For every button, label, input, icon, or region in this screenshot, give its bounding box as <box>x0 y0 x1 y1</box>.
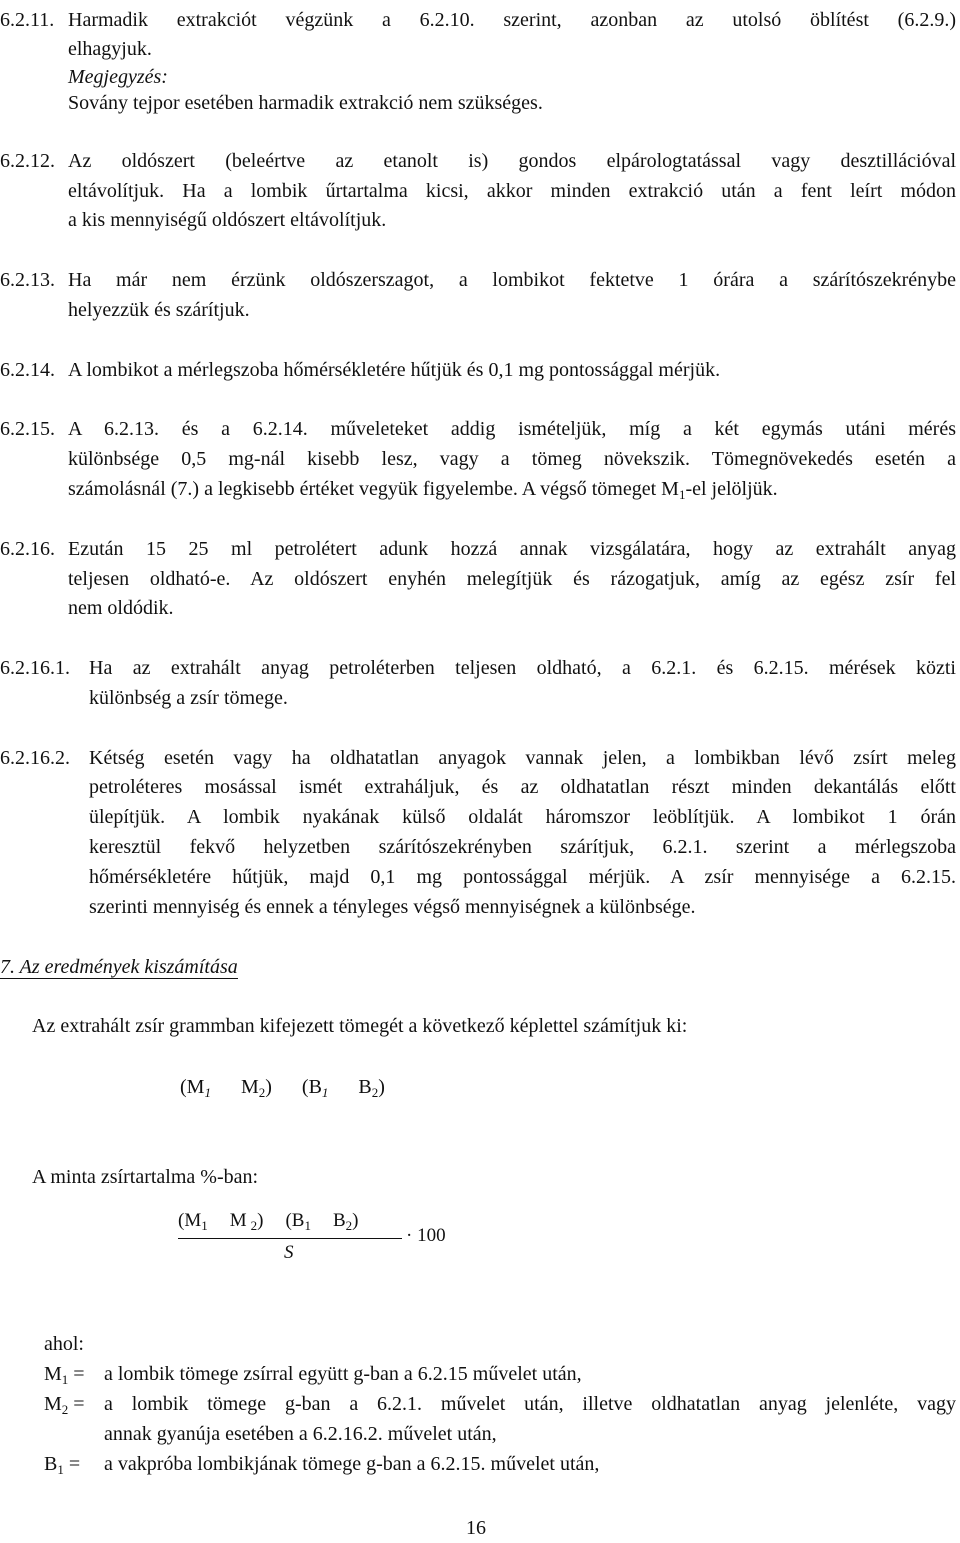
section-title: 7. Az eredmények kiszámítása <box>0 956 238 978</box>
paragraph-6-2-16-2-line2: petroléteres mosással ismét extraháljuk, és az oldhatatlan részt minden dekantálás előtt <box>89 776 956 798</box>
paragraph-6-2-15-line3: számolásnál (7.) a legkisebb értéket vegyük figyelembe. A végső tömeget $M_1-el$ jelöljük. <box>68 478 778 502</box>
formula-mass: ($M_1$ $M_2$) ($B_1$ $B_2$) <box>180 1076 385 1100</box>
def-m1-symbol: $M_1$ = <box>44 1363 85 1387</box>
section-number-6-2-13: 6.2.13. <box>0 269 55 291</box>
where-label: ahol: <box>44 1333 84 1355</box>
paragraph-6-2-12-line2: eltávolítjuk. Ha a lombik űrtartalma kicsi, akkor minden extrakció után a fent leírt módon <box>68 180 956 202</box>
paragraph-6-2-16-line1: Ezután 15 25 ml petrolétert adunk hozzá annak vizsgálatára, hogy az extrahált anyag <box>68 538 956 560</box>
page-number: 16 <box>466 1517 486 1539</box>
paragraph-6-2-16-2-line1: Kétség esetén vagy ha oldhatatlan anyagok vannak jelen, a lombikban lévő zsírt meleg <box>89 747 956 769</box>
note-text: Sovány tejpor esetében harmadik extrakció nem szükséges. <box>68 92 543 114</box>
paragraph-6-2-15-line2: különbsége 0,5 mg-nál kisebb lesz, vagy a tömeg növekszik. Tömegnövekedés esetén a <box>68 448 956 470</box>
fat-content-label: A minta zsírtartalma %-ban: <box>32 1166 259 1188</box>
paragraph-6-2-16-1-line2: különbség a zsír tömege. <box>89 687 288 709</box>
paragraph-6-2-16-line3: nem oldódik. <box>68 597 174 619</box>
formula-percent-denominator: S <box>284 1242 294 1263</box>
def-b1-text: a vakpróba lombikjának tömege g-ban a 6.2.15. művelet után, <box>104 1453 600 1475</box>
intro-text: Az extrahált zsír grammban kifejezett tömegét a következő képlettel számítjuk ki: <box>32 1015 688 1037</box>
section-number-6-2-11: 6.2.11. <box>0 9 55 31</box>
paragraph-6-2-15-line1: A 6.2.13. és a 6.2.14. műveleteket addig ismételjük, míg a két egymás utáni mérés <box>68 418 956 440</box>
def-m2-text-line1: a lombik tömege g-ban a 6.2.1. művelet után, illetve oldhatatlan anyag jelenléte, vagy <box>104 1393 956 1415</box>
section-number-6-2-12: 6.2.12. <box>0 150 55 172</box>
paragraph-6-2-14-line1: A lombikot a mérlegszoba hőmérsékletére hűtjük és 0,1 mg pontossággal mérjük. <box>68 359 721 381</box>
paragraph-6-2-11-line2: elhagyjuk. <box>68 38 152 60</box>
formula-multiplier: · 100 <box>406 1225 446 1246</box>
def-b1-symbol: $B_1$ = <box>44 1453 81 1477</box>
section-number-6-2-14: 6.2.14. <box>0 359 55 381</box>
paragraph-6-2-16-line2: teljesen oldható-e. Az oldószert enyhén melegítjük és rázogatjuk, amíg az egész zsír fel <box>68 568 956 590</box>
fraction-bar <box>178 1238 402 1239</box>
paragraph-6-2-16-2-line6: szerinti mennyiség és ennek a tényleges végső mennyiségnek a különbsége. <box>89 896 696 918</box>
def-m2-symbol: $M_2$ = <box>44 1393 85 1417</box>
section-number-6-2-16-1: 6.2.16.1. <box>0 657 70 679</box>
paragraph-6-2-13-line2: helyezzük és szárítjuk. <box>68 299 250 321</box>
section-number-6-2-16-2: 6.2.16.2. <box>0 747 70 769</box>
paragraph-6-2-16-1-line1: Ha az extrahált anyag petroléterben teljesen oldható, a 6.2.1. és 6.2.15. mérések közti <box>89 657 956 679</box>
section-number-6-2-16: 6.2.16. <box>0 538 55 560</box>
note-label: Megjegyzés: <box>68 66 168 88</box>
paragraph-6-2-16-2-line5: hőmérsékletére hűtjük, majd 0,1 mg pontossággal mérjük. A zsír mennyisége a 6.2.15. <box>89 866 956 888</box>
paragraph-6-2-16-2-line3: ülepítjük. A lombik nyakának külső oldalát háromszor leöblítjük. A lombikot 1 órán <box>89 806 956 828</box>
paragraph-6-2-13-line1: Ha már nem érzünk oldószerszagot, a lombikot fektetve 1 órára a szárítószekrénybe <box>68 269 956 291</box>
paragraph-6-2-12-line3: a kis mennyiségű oldószert eltávolítjuk. <box>68 209 387 231</box>
paragraph-6-2-12-line1: Az oldószert (beleértve az etanolt is) gondos elpárologtatással vagy desztillációval <box>68 150 956 172</box>
def-m1-text: a lombik tömege zsírral együtt g-ban a 6.2.15 művelet után, <box>104 1363 582 1385</box>
paragraph-6-2-11-line1: Harmadik extrakciót végzünk a 6.2.10. szerint, azonban az utolsó öblítést (6.2.9.) <box>68 9 956 31</box>
section-number-6-2-15: 6.2.15. <box>0 418 55 440</box>
def-m2-text-line2: annak gyanúja esetében a 6.2.16.2. művelet után, <box>104 1423 497 1445</box>
formula-percent-numerator: ($M_1$ M $_2$) ($B_1$ $B_2$) <box>178 1210 359 1233</box>
paragraph-6-2-16-2-line4: keresztül fekvő helyzetben szárítószekrényben szárítjuk, 6.2.1. szerint a mérlegszoba <box>89 836 956 858</box>
